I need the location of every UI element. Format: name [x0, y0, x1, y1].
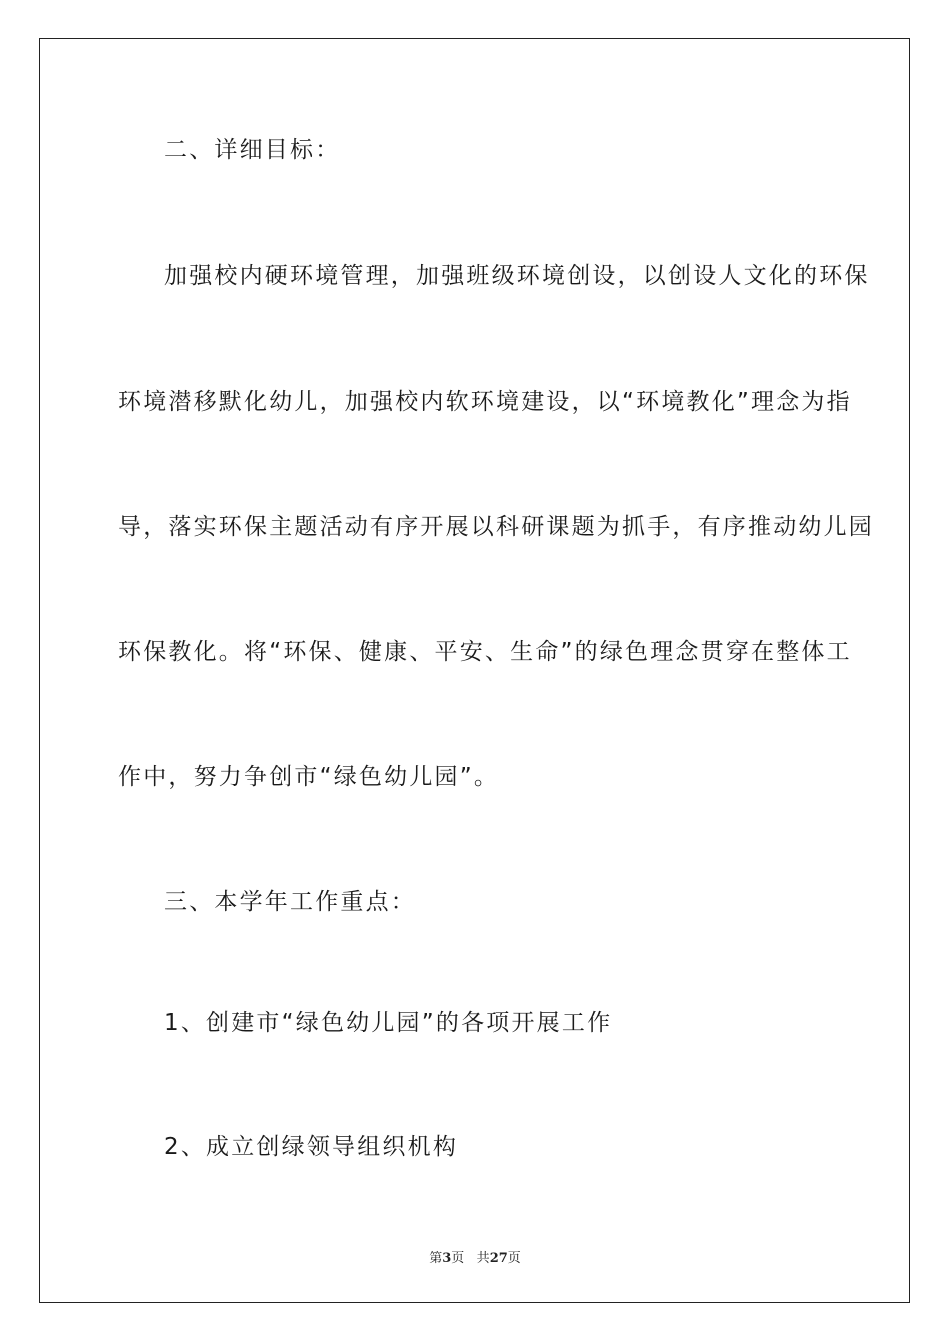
page-frame [39, 38, 910, 1303]
body-line-3: 导，落实环保主题活动有序开展以科研课题为抓手，有序推动幼儿园 [118, 514, 874, 540]
footer-total-unit: 页 [507, 1251, 521, 1266]
body-line-2: 环境潜移默化幼儿，加强校内软环境建设，以“环境教化”理念为指 [118, 389, 852, 415]
footer-total-prefix: 共 [476, 1251, 490, 1266]
footer-page-current: 3 [442, 1251, 452, 1266]
page-footer [0, 1247, 950, 1266]
section-heading-3: 三、本学年工作重点： [164, 889, 416, 915]
list-item-1: 1、创建市“绿色幼儿园”的各项开展工作 [164, 1010, 613, 1036]
body-line-4: 环保教化。将“环保、健康、平安、生命”的绿色理念贯穿在整体工 [118, 639, 852, 665]
body-line-5: 作中，努力争创市“绿色幼儿园”。 [118, 764, 500, 790]
footer-page-prefix: 第 [429, 1251, 443, 1266]
footer-page-unit: 页 [451, 1251, 465, 1266]
section-heading-2: 二、详细目标： [164, 137, 341, 163]
list-item-2: 2、成立创绿领导组织机构 [164, 1134, 459, 1160]
footer-page-total: 27 [489, 1251, 508, 1266]
body-line-1: 加强校内硬环境管理，加强班级环境创设，以创设人文化的环保 [164, 263, 870, 289]
